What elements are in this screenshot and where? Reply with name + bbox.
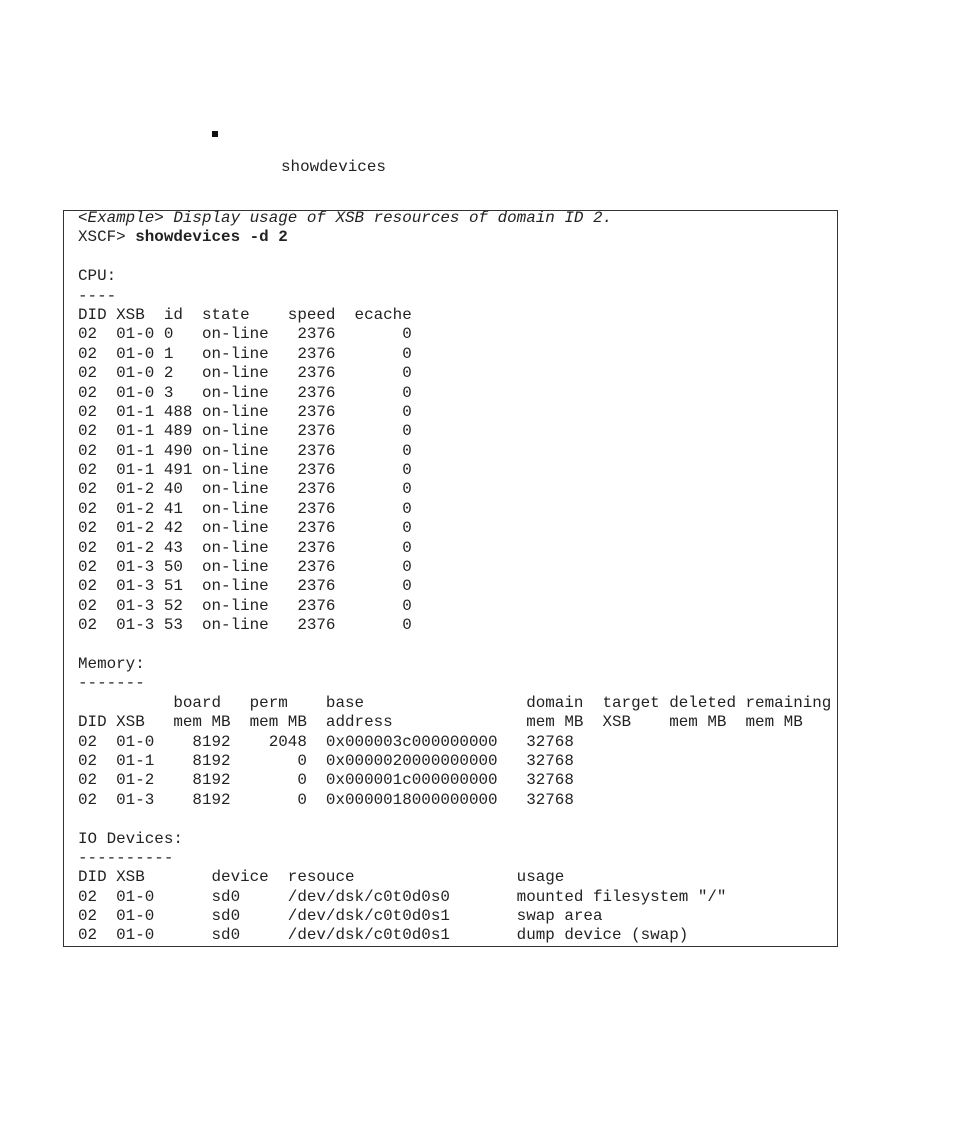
memory-row: 02 01-2 8192 0 0x000001c000000000 32768 (78, 771, 574, 790)
cpu-row: 02 01-0 3 on-line 2376 0 (78, 383, 412, 402)
blank-line (78, 248, 831, 267)
memory-header-1: board perm base domain target deleted remaining (78, 693, 832, 712)
io-rule: ---------- (78, 848, 174, 867)
cpu-row: 02 01-0 2 on-line 2376 0 (78, 364, 412, 383)
blank-line (78, 810, 831, 829)
io-row: 02 01-0 sd0 /dev/dsk/c0t0d0s1 swap area (78, 907, 603, 926)
cpu-row: 02 01-2 41 on-line 2376 0 (78, 499, 412, 518)
cpu-header: DID XSB id state speed ecache (78, 305, 412, 324)
memory-row: 02 01-1 8192 0 0x0000020000000000 32768 (78, 751, 574, 770)
cpu-row: 02 01-1 488 on-line 2376 0 (78, 402, 412, 421)
cpu-row: 02 01-2 43 on-line 2376 0 (78, 538, 412, 557)
cpu-row: 02 01-3 51 on-line 2376 0 (78, 577, 412, 596)
io-row: 02 01-0 sd0 /dev/dsk/c0t0d0s0 mounted filesystem "/" (78, 887, 727, 906)
cpu-row: 02 01-1 489 on-line 2376 0 (78, 422, 412, 441)
memory-row: 02 01-0 8192 2048 0x000003c000000000 32768 (78, 732, 574, 751)
io-row: 02 01-0 sd0 /dev/dsk/c0t0d0s1 dump device (swap) (78, 926, 689, 945)
cpu-row: 02 01-1 491 on-line 2376 0 (78, 461, 412, 480)
cpu-row: 02 01-2 40 on-line 2376 0 (78, 480, 412, 499)
cpu-row: 02 01-1 490 on-line 2376 0 (78, 441, 412, 460)
cpu-rule: ---- (78, 286, 117, 305)
command: showdevices -d 2 (135, 228, 288, 247)
cpu-row: 02 01-0 0 on-line 2376 0 (78, 325, 412, 344)
cpu-row: 02 01-2 42 on-line 2376 0 (78, 519, 412, 538)
example-caption: <Example> Display usage of XSB resources of domain ID 2. (78, 210, 613, 227)
io-header: DID XSB device resouce usage (78, 868, 565, 887)
example-output (78, 210, 831, 946)
memory-row: 02 01-3 8192 0 0x0000018000000000 32768 (78, 790, 574, 809)
prompt: XSCF> (78, 228, 136, 247)
command-name: showdevices (281, 158, 386, 176)
cpu-heading: CPU: (78, 267, 117, 286)
cpu-row: 02 01-3 52 on-line 2376 0 (78, 596, 412, 615)
io-heading: IO Devices: (78, 829, 183, 848)
memory-heading: Memory: (78, 654, 145, 673)
memory-header-2: DID XSB mem MB mem MB address mem MB XSB mem MB mem MB (78, 713, 803, 732)
cpu-row: 02 01-0 1 on-line 2376 0 (78, 344, 412, 363)
cpu-row: 02 01-3 50 on-line 2376 0 (78, 558, 412, 577)
command-line (78, 228, 831, 247)
bullet-marker (212, 131, 218, 137)
memory-rule: ------- (78, 674, 145, 693)
cpu-row: 02 01-3 53 on-line 2376 0 (78, 616, 412, 635)
blank-line (78, 636, 831, 655)
example-box (63, 210, 838, 947)
